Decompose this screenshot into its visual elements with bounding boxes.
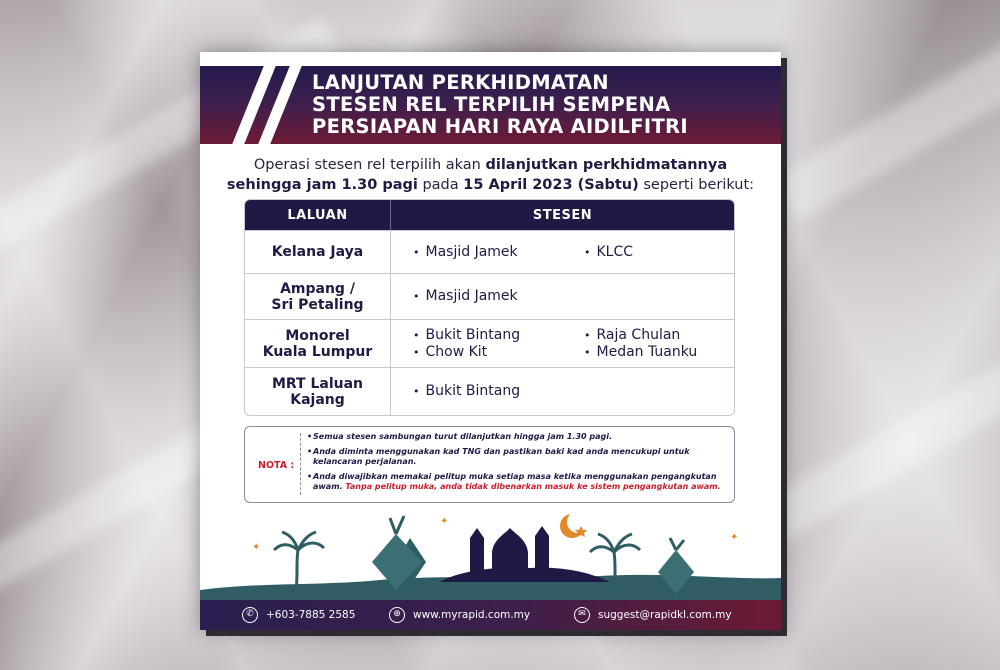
- note-divider: [300, 433, 302, 495]
- announcement-poster: [200, 52, 781, 630]
- mosque-silhouette: [440, 526, 610, 582]
- poster-title: [312, 72, 762, 138]
- sparkle-icon: ✦: [730, 532, 739, 543]
- station-item: • Masjid Jamek: [413, 288, 584, 305]
- route-name: MRT Laluan Kajang: [245, 367, 391, 415]
- phone-contact[interactable]: ✆ +603-7885 2585: [242, 607, 355, 623]
- station-item: • Medan Tuanku: [584, 344, 734, 361]
- route-name: Monorel Kuala Lumpur: [245, 319, 391, 367]
- station-item: • Bukit Bintang: [413, 327, 584, 344]
- station-item: • Chow Kit: [413, 344, 584, 361]
- table-row: [245, 367, 734, 415]
- note-item: • Semua stesen sambungan turut dilanjutkan hingga jam 1.30 pagi.: [307, 432, 727, 442]
- note-box: [244, 426, 735, 503]
- email-icon: ✉: [574, 607, 590, 623]
- station-item: • Raja Chulan: [584, 327, 734, 344]
- sparkle-icon: ✦: [440, 516, 449, 527]
- station-item: • KLCC: [584, 244, 734, 261]
- note-label: NOTA :: [258, 460, 295, 471]
- email-link[interactable]: ✉ suggest@rapidkl.com.my: [574, 607, 732, 623]
- title-line: STESEN REL TERPILIH SEMPENA: [312, 93, 671, 116]
- title-line: PERSIAPAN HARI RAYA AIDILFITRI: [312, 115, 688, 138]
- contact-footer: [200, 600, 781, 630]
- table-row: [245, 273, 734, 319]
- phone-icon: ✆: [242, 607, 258, 623]
- station-item: • Bukit Bintang: [413, 383, 584, 400]
- palm-tree-left-icon: [274, 532, 324, 590]
- route-station-table: [244, 199, 735, 416]
- note-item: • Anda diwajibkan memakai pelitup muka setiap masa ketika menggunakan pengangkutan awam. Tanpa pelitup muka, anda tidak dibenarkan masuk ke sistem pengangkutan awam.: [307, 472, 727, 492]
- table-row: [245, 230, 734, 273]
- intro-text: Operasi stesen rel terpilih akan dilanjutkan perkhidmatannya sehingga jam 1.30 pagi pada 15 April 2023 (Sabtu) seperti berikut:: [226, 157, 755, 193]
- table-row: [245, 319, 734, 367]
- globe-icon: ⊕: [389, 607, 405, 623]
- station-item: • Masjid Jamek: [413, 244, 584, 261]
- crescent-moon-icon: [560, 511, 589, 538]
- note-list: [307, 432, 727, 497]
- title-line: LANJUTAN PERKHIDMATAN: [312, 71, 609, 94]
- note-item: • Anda diminta menggunakan kad TNG dan pastikan baki kad anda mencukupi untuk kelancaran perjalanan.: [307, 447, 727, 467]
- website-link[interactable]: ⊕ www.myrapid.com.my: [389, 607, 530, 623]
- sparkle-icon: ✦: [252, 542, 261, 553]
- route-name: Kelana Jaya: [245, 230, 391, 273]
- header-stesen: STESEN: [391, 200, 734, 230]
- header-laluan: LALUAN: [245, 200, 391, 230]
- route-name: Ampang / Sri Petaling: [245, 273, 391, 319]
- hari-raya-illustration: [200, 510, 781, 602]
